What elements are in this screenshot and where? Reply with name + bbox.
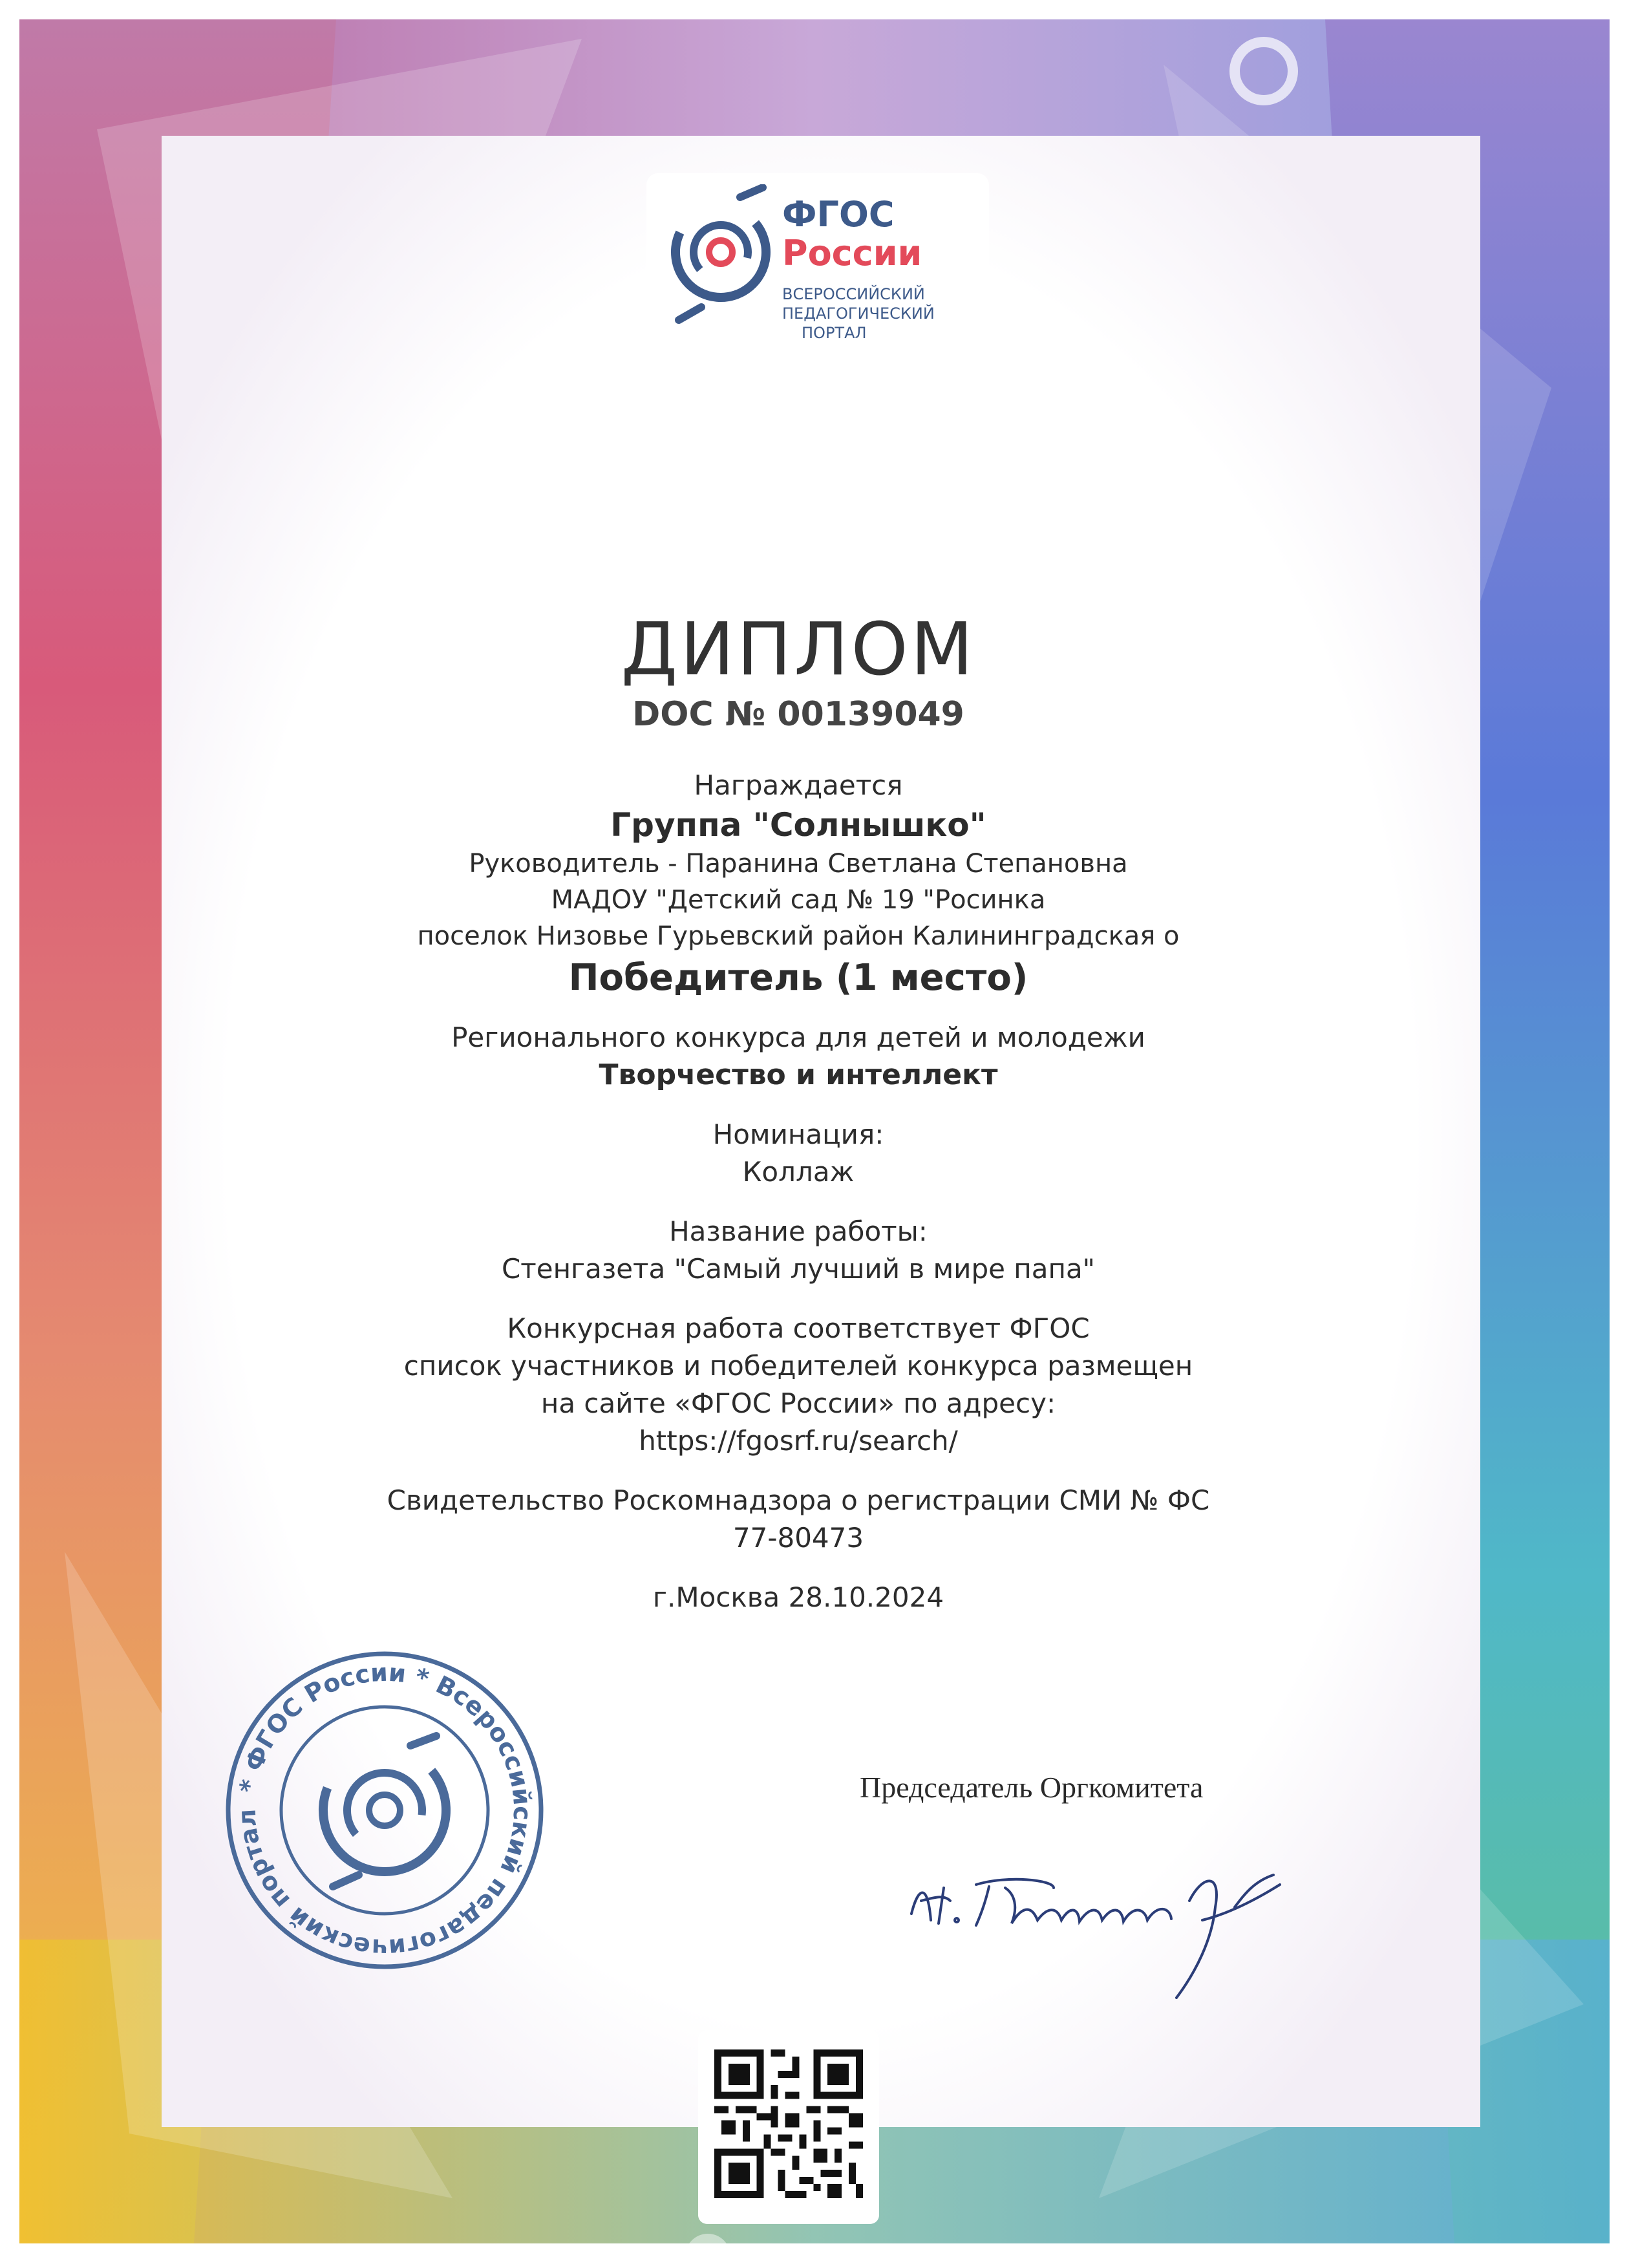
logo-title-line1: ФГОС: [782, 194, 895, 235]
diploma-title: ДИПЛОМ: [621, 608, 976, 692]
document-number: DOC № 00139049: [632, 695, 964, 734]
place-award: Победитель (1 место): [568, 957, 1028, 999]
location-line: поселок Низовье Гурьевский район Калининградская о: [417, 921, 1180, 951]
registration-line-1: Свидетельство Роскомнадзора о регистрации СМИ № ФС: [387, 1484, 1210, 1516]
leader-line: Руководитель - Паранина Светлана Степановна: [469, 849, 1128, 879]
contest-line: Регионального конкурса для детей и молодежи: [451, 1022, 1145, 1053]
contest-name: Творчество и интеллект: [599, 1058, 998, 1091]
compliance-line-3: на сайте «ФГОС России» по адресу:: [540, 1387, 1056, 1419]
seal-stamp-icon: [223, 1649, 546, 1972]
organization-line: МАДОУ "Детский сад № 19 "Росинка: [551, 885, 1046, 915]
city-date: г.Москва 28.10.2024: [652, 1581, 944, 1613]
registration-line-2: 77-80473: [732, 1522, 864, 1554]
logo-subtitle-3: ПОРТАЛ: [802, 324, 867, 342]
compliance-line-1: Конкурсная работа соответствует ФГОС: [507, 1312, 1090, 1344]
logo-subtitle-2: ПЕДАГОГИЧЕСКИЙ: [782, 305, 935, 323]
logo-subtitle-1: ВСЕРОССИЙСКИЙ: [782, 285, 925, 303]
compliance-line-2: список участников и победителей конкурса размещен: [403, 1350, 1193, 1382]
logo-title-line2: России: [782, 233, 922, 273]
nomination-label: Номинация:: [712, 1118, 884, 1150]
diploma-body: [213, 608, 1383, 1616]
chairman-title: Председатель Оргкомитета: [860, 1771, 1204, 1804]
qr-code-icon: [714, 2049, 863, 2198]
recipient-name: Группа "Солнышко": [610, 806, 986, 844]
awarded-label: Награждается: [694, 769, 903, 801]
fgos-logo-icon: [663, 184, 779, 326]
nomination-value: Коллаж: [742, 1156, 855, 1188]
results-url: https://fgosrf.ru/search/: [639, 1425, 958, 1457]
svg-text:* ФГОС России * Всероссийский: [233, 1658, 537, 1963]
handwritten-signature: [892, 1810, 1306, 2024]
seal-text: * ФГОС России * Всероссийский педагогический портал: [232, 1658, 537, 1963]
work-title-value: Стенгазета "Самый лучший в мире папа": [501, 1253, 1096, 1285]
work-title-label: Название работы:: [669, 1215, 928, 1247]
